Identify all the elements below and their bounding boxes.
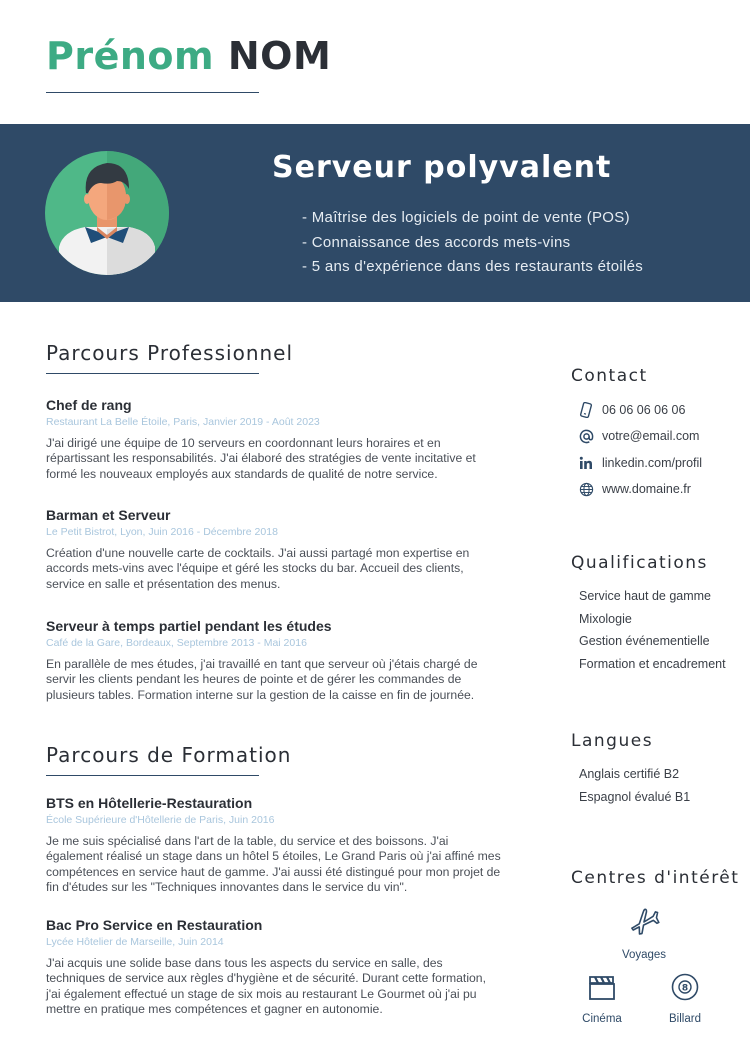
highlight-item: - Maîtrise des logiciels de point de vente (POS) bbox=[302, 209, 630, 226]
email-address: votre@email.com bbox=[602, 429, 700, 443]
experience-entry bbox=[46, 617, 501, 703]
linkedin-url: linkedin.com/profil bbox=[602, 456, 703, 470]
experience-entry bbox=[46, 396, 501, 482]
entry-description: J'ai dirigé une équipe de 10 serveurs en coordonnant leurs horaires et en répartissant les responsabilités. J'ai élaboré des stratégies de vente incitative et formé les nouveaux employés aux standards de qualité de notre service. bbox=[46, 436, 476, 481]
contact-title: Contact bbox=[571, 366, 648, 386]
experience-entry bbox=[46, 506, 501, 592]
last-name: NOM bbox=[227, 34, 332, 78]
entry-title: Barman et Serveur bbox=[46, 507, 171, 523]
experience-underline bbox=[46, 373, 259, 374]
interest-label: Billard bbox=[669, 1013, 701, 1025]
qualification-item: Service haut de gamme bbox=[579, 589, 712, 603]
education-underline bbox=[46, 775, 259, 776]
contact-linkedin[interactable] bbox=[578, 455, 702, 471]
candidate-name bbox=[46, 34, 331, 78]
qualifications-title: Qualifications bbox=[571, 553, 708, 573]
linkedin-icon bbox=[578, 455, 594, 471]
entry-title: Chef de rang bbox=[46, 397, 132, 413]
first-name: Prénom bbox=[46, 34, 215, 78]
education-entry bbox=[46, 794, 501, 895]
entry-title: BTS en Hôtellerie-Restauration bbox=[46, 795, 253, 811]
highlights-list bbox=[302, 206, 643, 280]
interests-title: Centres d'intérêt bbox=[571, 868, 740, 888]
globe-icon bbox=[578, 481, 594, 497]
language-item: Anglais certifié B2 bbox=[579, 767, 680, 781]
svg-text:8: 8 bbox=[681, 983, 689, 994]
contact-email[interactable] bbox=[578, 428, 699, 444]
at-icon bbox=[578, 428, 594, 444]
phone-icon bbox=[578, 402, 594, 418]
interest-billiard bbox=[655, 972, 715, 1025]
entry-meta: Café de la Gare, Bordeaux, Septembre 2013 - Mai 2016 bbox=[46, 637, 307, 649]
languages-title: Langues bbox=[571, 731, 654, 751]
interest-label: Cinéma bbox=[582, 1013, 622, 1025]
entry-description: Création d'une nouvelle carte de cocktails. J'ai aussi partagé mon expertise en accords mets-vins avec l'équipe et géré les stocks du bar. Accueil des clients, service en salle et présentation des menus. bbox=[46, 546, 470, 591]
education-entry bbox=[46, 916, 501, 1017]
entry-description: En parallèle de mes études, j'ai travaillé en tant que serveur où j'étais chargé de servir les clients pendant les heures de pointe et de gérer les commandes de plusieurs tables. Formation interne sur la gestion de la caisse en fin de journée. bbox=[46, 657, 478, 702]
qualification-item: Formation et encadrement bbox=[579, 657, 726, 672]
languages-list bbox=[579, 763, 690, 808]
avatar-icon bbox=[45, 151, 169, 275]
highlight-item: - Connaissance des accords mets-vins bbox=[302, 233, 571, 251]
qualifications-list bbox=[579, 585, 726, 676]
highlight-item: - 5 ans d'expérience dans des restaurants étoilés bbox=[302, 258, 644, 275]
website-url: www.domaine.fr bbox=[602, 482, 691, 496]
entry-meta: École Supérieure d'Hôtellerie de Paris, Juin 2016 bbox=[46, 814, 275, 826]
phone-number: 06 06 06 06 06 bbox=[602, 403, 686, 417]
name-underline bbox=[46, 92, 259, 93]
entry-title: Bac Pro Service en Restauration bbox=[46, 917, 263, 933]
entry-meta: Le Petit Bistrot, Lyon, Juin 2016 - Décembre 2018 bbox=[46, 526, 278, 538]
interest-label: Voyages bbox=[621, 949, 667, 961]
interest-cinema bbox=[572, 972, 632, 1025]
entry-description: J'ai acquis une solide base dans tous les aspects du service en salle, des techniques de service aux règles d'hygiène et de sécurité. Durant cette formation, j'ai également effectué un stage de six mois au restaurant Le Gourmet où j'ai pu mettre en pratique mes compétences et gagner en autonomie. bbox=[46, 956, 486, 1016]
job-title: Serveur polyvalent bbox=[272, 150, 612, 185]
entry-description: Je me suis spécialisé dans l'art de la table, du service et des boissons. J'ai également réalisé un stage dans un hôtel 5 étoiles, Le Grand Paris où j'ai affiné mes compétences en service haut de gamme. J'ai aussi été distingué pour mon projet de fin d'études sur les "Techniques innovantes dans le service du vin". bbox=[46, 834, 501, 894]
billiard-ball-icon bbox=[655, 972, 715, 1007]
contact-phone[interactable] bbox=[578, 402, 685, 418]
entry-meta: Restaurant La Belle Étoile, Paris, Janvier 2019 - Août 2023 bbox=[46, 416, 320, 428]
qualification-item: Mixologie bbox=[579, 611, 632, 626]
contact-website[interactable] bbox=[578, 481, 691, 497]
education-title: Parcours de Formation bbox=[46, 743, 292, 767]
language-item: Espagnol évalué B1 bbox=[579, 789, 691, 804]
experience-title: Parcours Professionnel bbox=[46, 341, 294, 365]
airplane-icon bbox=[614, 906, 674, 943]
interest-travel bbox=[614, 906, 674, 961]
clapperboard-icon bbox=[572, 972, 632, 1007]
qualification-item: Gestion événementielle bbox=[579, 634, 710, 649]
entry-meta: Lycée Hôtelier de Marseille, Juin 2014 bbox=[46, 936, 224, 948]
entry-title: Serveur à temps partiel pendant les études bbox=[46, 618, 332, 634]
